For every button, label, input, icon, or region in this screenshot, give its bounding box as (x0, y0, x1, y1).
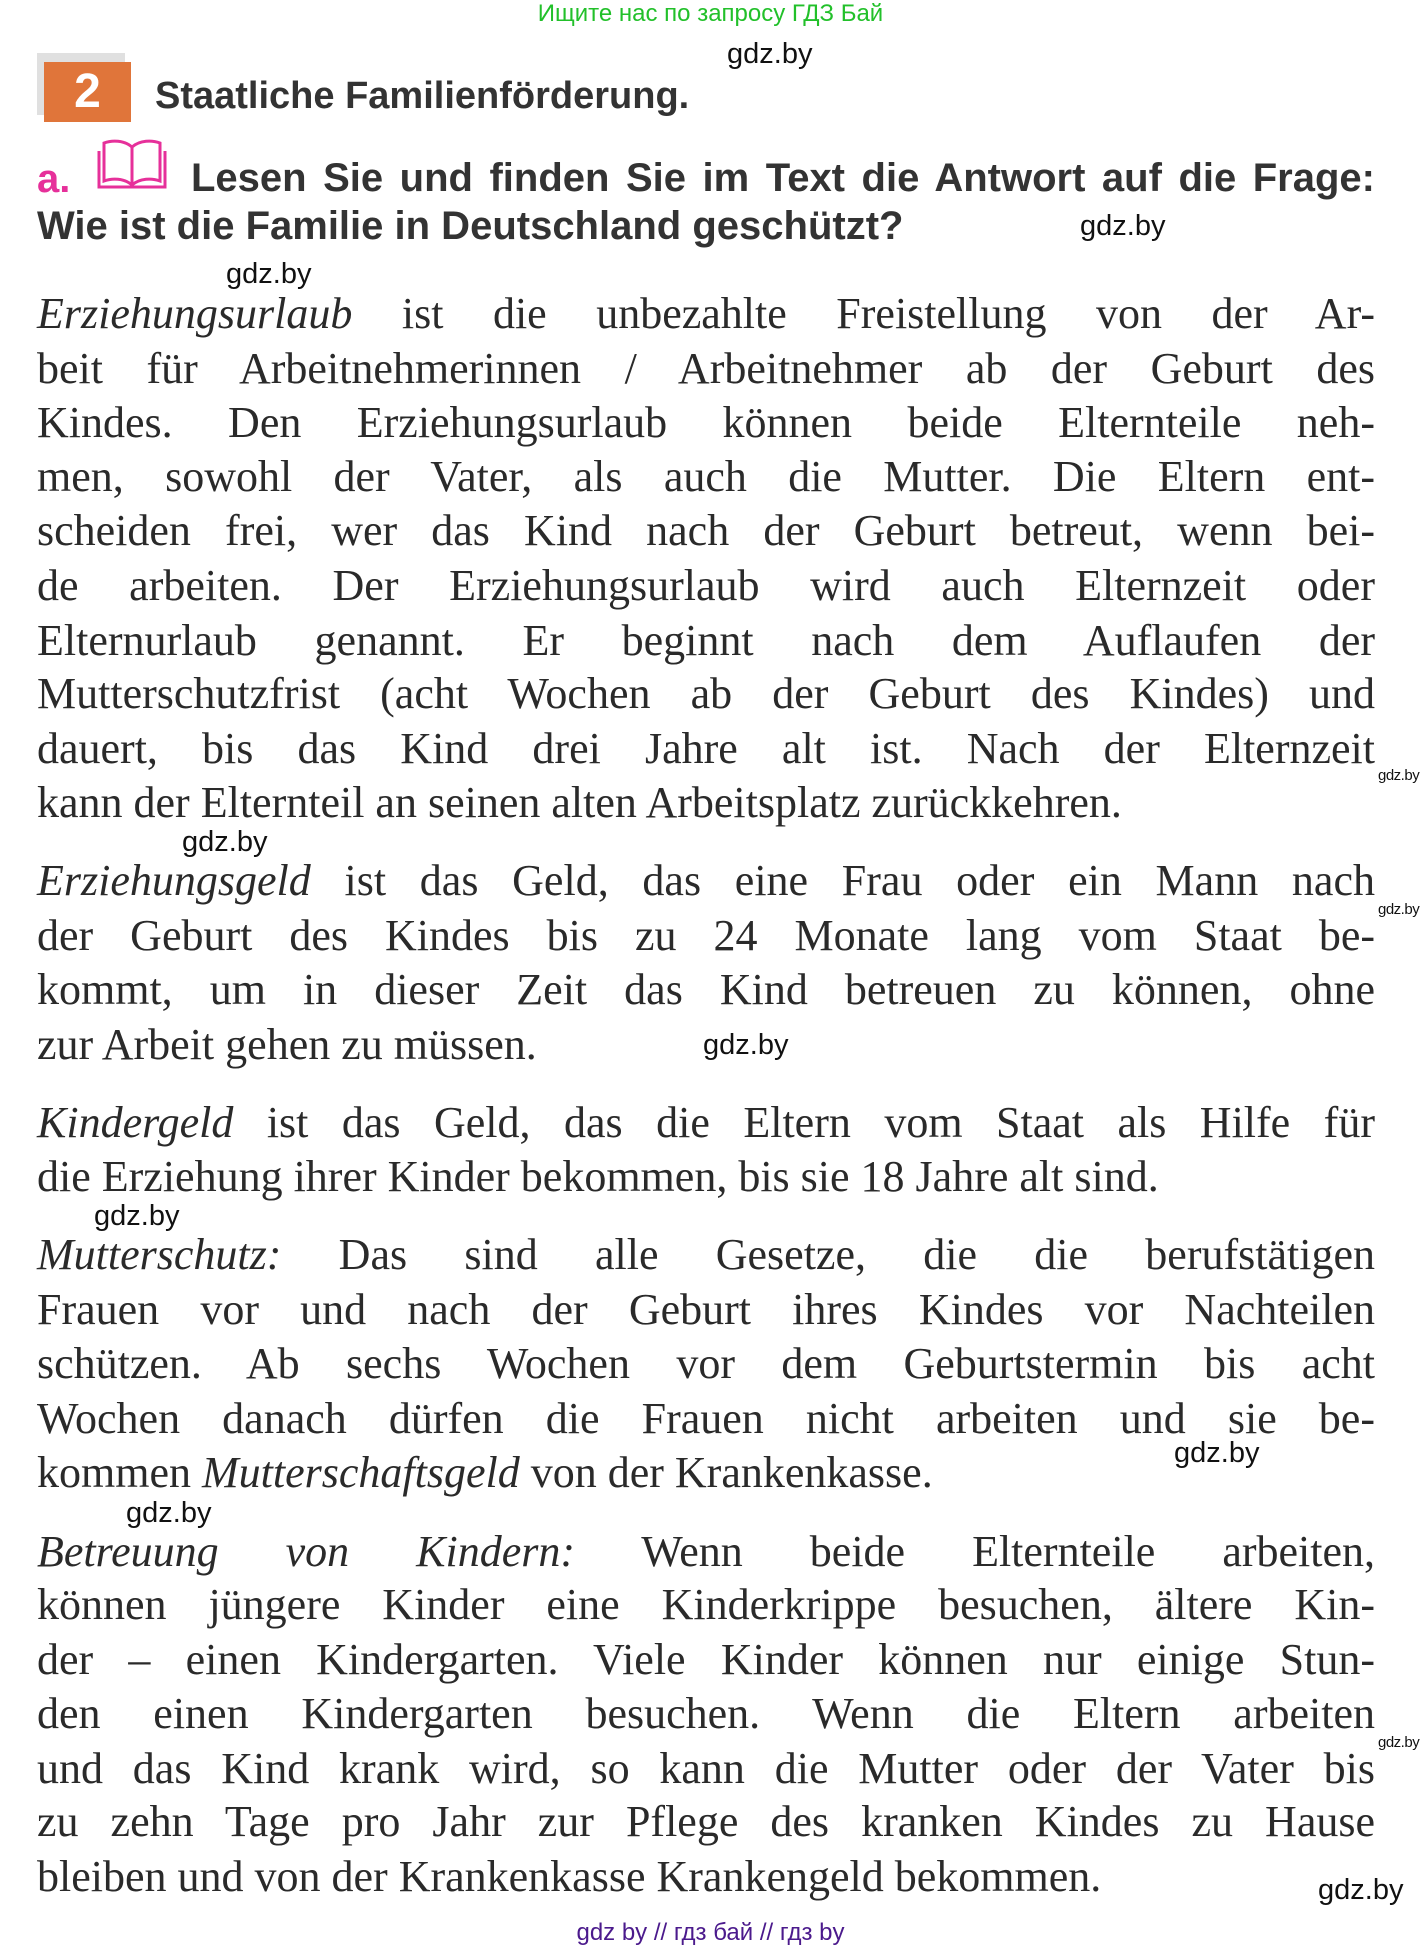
term: Betreuung von Kindern: (37, 1527, 576, 1576)
text-segment: der – einen Kindergarten. Viele Kinder können nur einige Stun- (37, 1635, 1375, 1684)
watermark: gdz.by (126, 1497, 212, 1529)
text-line (37, 1799, 1375, 1845)
text-line (37, 1287, 1375, 1333)
text-segment: Kindes. Den Erziehungsurlaub können beide Elternteile neh- (37, 398, 1375, 447)
text-segment: kommen (37, 1448, 202, 1497)
text-line (37, 508, 1375, 554)
text-segment: Wochen danach dürfen die Frauen nicht arbeiten und sie be- (37, 1394, 1375, 1443)
text-line (37, 1022, 537, 1068)
text-line (37, 780, 1122, 826)
exercise-title: Staatliche Familienförderung. (155, 75, 690, 117)
exercise-number-badge: 2 (44, 62, 131, 122)
text-line (37, 1691, 1375, 1737)
watermark: gdz.by (182, 826, 268, 858)
text-segment: der Geburt des Kindes bis zu 24 Monate lang vom Staat be- (37, 911, 1375, 960)
text-segment: men, sowohl der Vater, als auch die Mutter. Die Eltern ent- (37, 452, 1375, 501)
text-segment: Elternurlaub genannt. Er beginnt nach dem Auflaufen der (37, 616, 1375, 665)
term: Mutterschutz: (37, 1230, 282, 1279)
text-segment: de arbeiten. Der Erziehungsurlaub wird auch Elternzeit oder (37, 561, 1375, 610)
text-segment: von der Krankenkasse. (519, 1448, 933, 1497)
term: Erziehungsurlaub (37, 289, 353, 338)
text-line (37, 1154, 1159, 1200)
watermark: gdz.by (94, 1200, 180, 1232)
task-letter: a. (37, 157, 71, 201)
watermark: gdz.by (1174, 1437, 1260, 1469)
text-segment: bleiben und von der Krankenkasse Krankengeld bekommen. (37, 1852, 1102, 1901)
text-line (37, 400, 1375, 446)
text-line (37, 454, 1375, 500)
text-line (37, 1396, 1375, 1442)
text-line (37, 346, 1375, 392)
text-line (37, 563, 1375, 609)
text-line (37, 1854, 1101, 1900)
text-line (37, 671, 1375, 717)
term: Mutterschaftsgeld (201, 1448, 520, 1497)
text-segment: ist das Geld, das die Eltern vom Staat als Hilfe für (233, 1098, 1375, 1147)
text-segment: Wenn beide Elternteile arbeiten, (575, 1527, 1376, 1576)
text-line (37, 1637, 1375, 1683)
text-line (37, 1341, 1375, 1387)
text-segment: Mutterschutzfrist (acht Wochen ab der Geburt des Kindes) und (37, 669, 1375, 718)
task-question-line-1: Lesen Sie und finden Sie im Text die Antwort auf die Frage: (191, 156, 1375, 200)
text-segment: Das sind alle Gesetze, die die berufstätigen (281, 1230, 1375, 1279)
text-segment: und das Kind krank wird, so kann die Mutter oder der Vater bis (37, 1744, 1375, 1793)
text-line (37, 618, 1375, 664)
watermark: gdz.by (1378, 1734, 1420, 1751)
text-line (37, 858, 1375, 904)
text-segment: zu zehn Tage pro Jahr zur Pflege des kranken Kindes zu Hause (37, 1797, 1375, 1846)
watermark: gdz.by (1318, 1874, 1404, 1906)
search-hint-link[interactable]: Ищите нас по запросу ГДЗ Бай (537, 0, 884, 27)
text-segment: ist die unbezahlte Freistellung von der Ar- (352, 289, 1375, 338)
watermark: gdz.by (226, 258, 312, 290)
text-segment: kann der Elternteil an seinen alten Arbeitsplatz zurückkehren. (37, 778, 1122, 827)
text-line (37, 913, 1375, 959)
text-segment: können jüngere Kinder eine Kinderkrippe besuchen, ältere Kin- (37, 1580, 1375, 1629)
text-segment: beit für Arbeitnehmerinnen / Arbeitnehmer ab der Geburt des (37, 344, 1375, 393)
watermark: gdz.by (1378, 767, 1420, 784)
text-line (37, 1529, 1375, 1575)
text-segment: kommt, um in dieser Zeit das Kind betreuen zu können, ohne (37, 965, 1375, 1014)
text-line (37, 1100, 1375, 1146)
text-segment: scheiden frei, wer das Kind nach der Geburt betreut, wenn bei- (37, 506, 1375, 555)
text-line (37, 1582, 1375, 1628)
term: Kindergeld (37, 1098, 234, 1147)
text-segment: die Erziehung ihrer Kinder bekommen, bis sie 18 Jahre alt sind. (37, 1152, 1159, 1201)
watermark: gdz.by (727, 38, 813, 70)
text-line (37, 1450, 933, 1496)
text-segment: dauert, bis das Kind drei Jahre alt ist. Nach der Elternzeit (37, 724, 1375, 773)
text-line (37, 967, 1375, 1013)
open-book-icon (96, 137, 168, 191)
term: Erziehungsgeld (37, 856, 311, 905)
text-line (37, 1746, 1375, 1792)
text-segment: ist das Geld, das eine Frau oder ein Mann nach (310, 856, 1375, 905)
text-line (37, 291, 1375, 337)
watermark: gdz.by (1080, 210, 1166, 242)
text-segment: Frauen vor und nach der Geburt ihres Kindes vor Nachteilen (37, 1285, 1375, 1334)
task-question-line-2: Wie ist die Familie in Deutschland geschützt? (37, 204, 904, 248)
watermark: gdz.by (703, 1029, 789, 1061)
text-segment: zur Arbeit gehen zu müssen. (37, 1020, 537, 1069)
watermark: gdz.by (1378, 901, 1420, 918)
text-line (37, 726, 1375, 772)
text-line (37, 1232, 1375, 1278)
text-segment: den einen Kindergarten besuchen. Wenn die Eltern arbeiten (37, 1689, 1375, 1738)
text-segment: schützen. Ab sechs Wochen vor dem Geburtstermin bis acht (37, 1339, 1375, 1388)
footer-links[interactable]: gdz by // гдз бай // гдз by (576, 1919, 845, 1946)
